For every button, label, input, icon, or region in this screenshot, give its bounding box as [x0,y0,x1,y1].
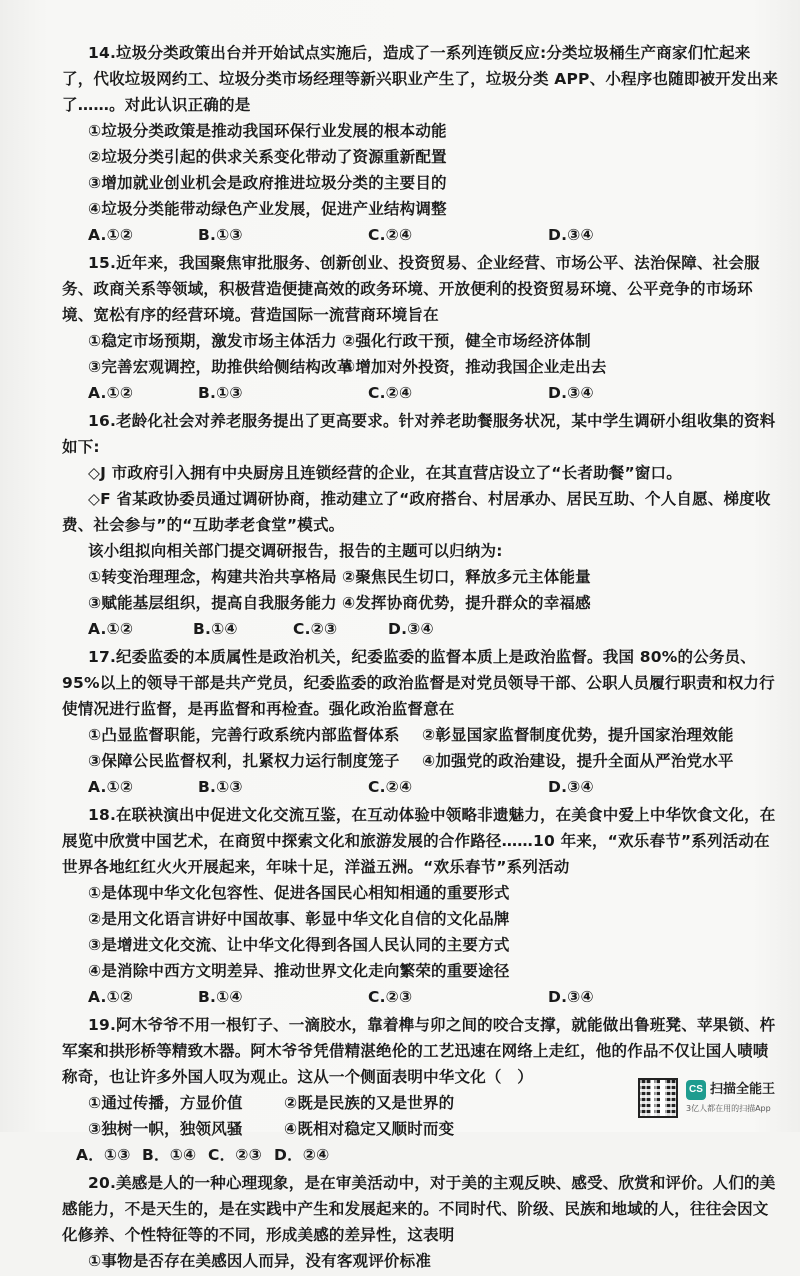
question-15-option-1: ①稳定市场预期，激发市场主体活力 [88,332,337,350]
question-15 [62,250,780,406]
question-16-options-row-1 [62,564,780,590]
question-19-stem: 19.阿木爷爷不用一根钉子、一滴胶水，靠着榫与卯之间的咬合支撑，就能做出鲁班凳、苹果锁、杵军案和拱形桥等精致木器。阿木爷爷凭借精湛绝伦的工艺迅速在网络上走红，他的作品不仅让国人啧啧称奇，也让许多外国人叹为观止。这从一个侧面表明中华文化（ ） [62,1016,776,1086]
choice-a: A.①② [88,778,134,796]
question-18-stem: 18.在联袂演出中促进文化交流互鉴，在互动体验中领略非遗魅力，在美食中爱上中华饮食文化，在展览中欣赏中国艺术，在商贸中探索文化和旅游发展的合作路径……10 年来，“欢乐春节”系列活动在世界各地红红火火开展起来，年味十足，洋溢五洲。“欢乐春节”系列活动 [62,806,776,876]
question-19-option-3: ③独树一帜，独领风骚 [88,1120,243,1138]
question-18-option-4: ④是消除中西方文明差异、推动世界文化走向繁荣的重要途径 [88,962,510,980]
choice-a: A.①② [88,226,134,244]
question-15-options-row-1 [62,328,780,354]
choice-b: B.①③ [198,384,243,402]
question-19-option-2: ②既是民族的又是世界的 [284,1094,455,1112]
choice-a: A.①② [88,620,134,638]
choice-c: C．②③ [208,1146,262,1164]
choice-b: B.①④ [198,988,243,1006]
question-15-choices [62,380,780,406]
question-18 [62,802,780,1010]
question-15-options-row-2 [62,354,780,380]
question-14-option-1: ①垃圾分类政策是推动我国环保行业发展的根本动能 [88,122,447,140]
question-19-option-1: ①通过传播，方显价值 [88,1094,243,1112]
question-20 [62,1170,780,1274]
question-16-options-row-2 [62,590,780,616]
choice-d: D.③④ [548,226,594,244]
choice-c: C.②③ [368,988,413,1006]
question-14-option-2: ②垃圾分类引起的供求关系变化带动了资源重新配置 [88,148,447,166]
question-14-stem: 14.垃圾分类政策出台并开始试点实施后，造成了一系列连锁反应:分类垃圾桶生产商家们忙起来了，代收垃圾网约工、垃圾分类市场经理等新兴职业产生了，垃圾分类 APP、小程序也随即被开发出来了……。对此认识正确的是 [62,44,779,114]
choice-b: B.①③ [198,226,243,244]
camscanner-logo-icon: CS [686,1080,706,1100]
question-17-choices [62,774,780,800]
question-16-option-3: ③赋能基层组织，提高自我服务能力 [88,594,337,612]
choice-b: B.①③ [198,778,243,796]
question-14-choices [62,222,780,248]
question-16 [62,408,780,642]
question-16-prompt: 该小组拟向相关部门提交调研报告，报告的主题可以归纳为: [88,542,503,560]
question-17-options-row-2 [62,748,780,774]
question-20-stem: 20.美感是人的一种心理现象，是在审美活动中，对于美的主观反映、感受、欣赏和评价。人们的美感能力，不是天生的，是在实践中产生和发展起来的。不同时代、阶级、民族和地域的人，往往会因文化修养、个性特征等的不同，形成美感的差异性，这表明 [62,1174,776,1244]
question-14 [62,40,780,248]
choice-d: D.③④ [388,620,434,638]
question-17-option-2: ②彰显国家监督制度优势，提升国家治理效能 [422,726,734,744]
scanner-brand-name: 扫描全能王 [710,1082,776,1097]
question-16-material-2: ◇F 省某政协委员通过调研协商，推动建立了“政府搭台、村居承办、居民互助、个人自愿、梯度收费、社会参与”的“互助孝老食堂”模式。 [62,490,771,534]
question-19-option-4: ④既相对稳定又顺时而变 [284,1120,455,1138]
question-16-material-1: ◇J 市政府引入拥有中央厨房且连锁经营的企业，在其直营店设立了“长者助餐”窗口。 [88,464,682,482]
choice-b: B．①④ [142,1146,197,1164]
question-19-choices [62,1142,780,1168]
question-15-option-2: ②强化行政干预，健全市场经济体制 [342,332,591,350]
choice-c: C.②④ [368,226,413,244]
question-20-option-1: ①事物是否存在美感因人而异，没有客观评价标准 [88,1252,432,1270]
choice-d: D.③④ [548,988,594,1006]
choice-b: B.①④ [193,620,238,638]
question-16-option-4: ④发挥协商优势，提升群众的幸福感 [342,594,591,612]
choice-c: C.②④ [368,384,413,402]
choice-d: D．②④ [274,1146,330,1164]
question-17 [62,644,780,800]
qr-code-icon [638,1078,678,1118]
choice-d: D.③④ [548,384,594,402]
question-17-option-3: ③保障公民监督权利，扎紧权力运行制度笼子 [88,752,400,770]
question-15-stem: 15.近年来，我国聚焦审批服务、创新创业、投资贸易、企业经营、市场公平、法治保障、社会服务、政商关系等领域，积极营造便捷高效的政务环境、开放便利的投资贸易环境、公平竞争的市场环境、宽松有序的经营环境。营造国际一流营商环境旨在 [62,254,760,324]
choice-a: A.①② [88,988,134,1006]
question-16-stem: 16.老龄化社会对养老服务提出了更高要求。针对养老助餐服务状况，某中学生调研小组收集的资料如下: [62,412,776,456]
question-16-option-1: ①转变治理理念，构建共治共享格局 [88,568,337,586]
question-18-option-2: ②是用文化语言讲好中国故事、彰显中华文化自信的文化品牌 [88,910,510,928]
choice-c: C.②④ [368,778,413,796]
choice-d: D.③④ [548,778,594,796]
question-16-option-2: ②聚焦民生切口，释放多元主体能量 [342,568,591,586]
question-16-choices [62,616,780,642]
scanner-watermark [638,1078,788,1122]
question-18-option-1: ①是体现中华文化包容性、促进各国民心相知相通的重要形式 [88,884,510,902]
question-15-option-3: ③完善宏观调控，助推供给侧结构改革 [88,358,353,376]
question-17-stem: 17.纪委监委的本质属性是政治机关，纪委监委的监督本质上是政治监督。我国 80%的公务员、95%以上的领导干部是共产党员，纪委监委的政治监督是对党员领导干部、公职人员履行职责和权力行使情况进行监督，是再监督和再检查。强化政治监督意在 [62,648,775,718]
question-17-option-1: ①凸显监督职能，完善行政系统内部监督体系 [88,726,400,744]
scanner-tagline: 3亿人都在用的扫描App [686,1104,771,1113]
question-14-option-4: ④垃圾分类能带动绿色产业发展，促进产业结构调整 [88,200,447,218]
choice-a: A．①③ [76,1146,131,1164]
question-18-choices [62,984,780,1010]
question-17-options-row-1 [62,722,780,748]
choice-c: C.②③ [293,620,338,638]
choice-a: A.①② [88,384,134,402]
question-18-option-3: ③是增进文化交流、让中华文化得到各国人民认同的主要方式 [88,936,510,954]
question-14-option-3: ③增加就业创业机会是政府推进垃圾分类的主要目的 [88,174,447,192]
question-15-option-4: ④增加对外投资，推动我国企业走出去 [342,358,607,376]
question-17-option-4: ④加强党的政治建设，提升全面从严治党水平 [422,752,734,770]
